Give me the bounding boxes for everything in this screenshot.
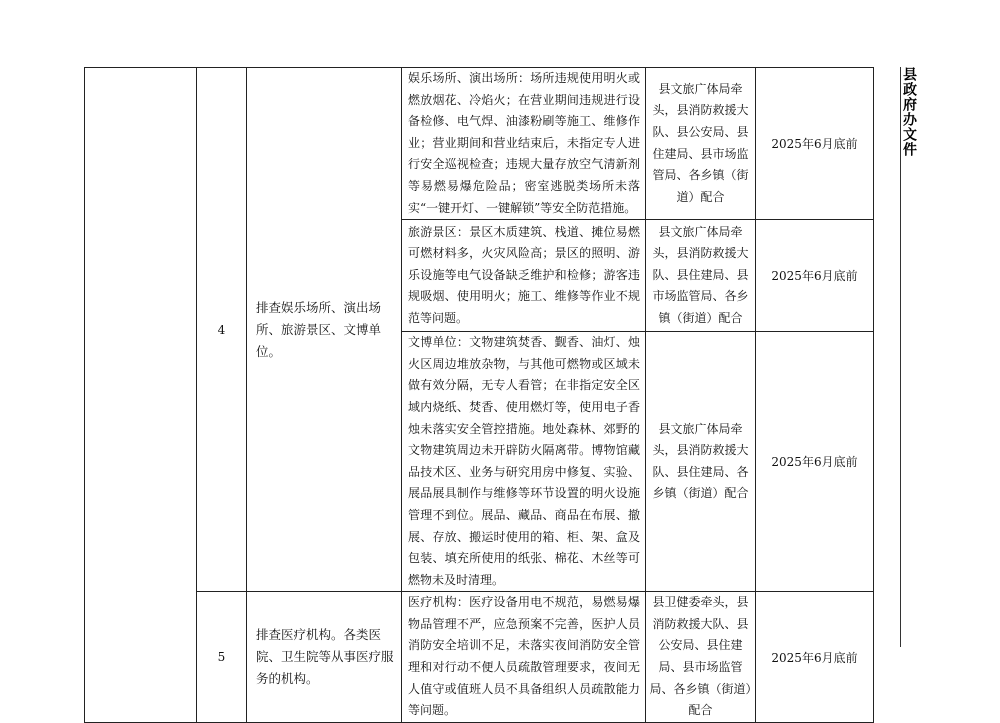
blank-cell — [85, 68, 197, 723]
side-label: 县政府办文件 — [901, 67, 917, 157]
description-cell: 文博单位：文物建筑焚香、觐香、油灯、烛火区周边堆放杂物，与其他可燃物或区域未做有效分隔，无专人看管；在非指定安全区域内烧纸、焚香、使用燃灯等，使用电子香烛未落实安全管控措施。地处森林、郊野的文物建筑周边未开辟防火隔离带。博物馆藏品技术区、业务与研究用房中修复、实验、展品展具制作与维修等环节设置的明火设施管理不到位。展品、藏品、商品在布展、撤展、存放、搬运时使用的箱、柜、架、盒及包装、填充所使用的纸张、棉花、木丝等可燃物未及时清理。 — [402, 332, 646, 592]
description-cell: 旅游景区：景区木质建筑、栈道、摊位易燃可燃材料多，火灾风险高；景区的照明、游乐设施等电气设备缺乏维护和检修；游客违规吸烟、使用明火；施工、维修等作业不规范等问题。 — [402, 220, 646, 332]
task-table — [84, 67, 874, 723]
table-row — [85, 592, 874, 723]
deadline-cell: 2025年6月底前 — [756, 592, 874, 723]
responsible-cell: 县文旅广体局牵头，县消防救援大队、县住建局、县市场监管局、各乡镇（街道）配合 — [646, 220, 756, 332]
deadline-cell: 2025年6月底前 — [756, 68, 874, 220]
responsible-cell: 县文旅广体局牵头，县消防救援大队、县住建局、各乡镇（街道）配合 — [646, 332, 756, 592]
task-cell: 排查医疗机构。各类医院、卫生院等从事医疗服务的机构。 — [247, 592, 402, 723]
item-number: 4 — [197, 68, 247, 592]
deadline-cell: 2025年6月底前 — [756, 332, 874, 592]
responsible-cell: 县卫健委牵头，县消防救援大队、县公安局、县住建局、县市场监管局、各乡镇（街道）配合 — [646, 592, 756, 723]
description-cell: 医疗机构：医疗设备用电不规范，易燃易爆物品管理不严，应急预案不完善，医护人员消防安全培训不足，未落实夜间消防安全管理和对行动不便人员疏散管理要求，夜间无人值守或值班人员不具备组织人员疏散能力等问题。 — [402, 592, 646, 723]
task-cell: 排查娱乐场所、演出场所、旅游景区、文博单位。 — [247, 68, 402, 592]
responsible-cell: 县文旅广体局牵头，县消防救援大队、县公安局、县住建局、县市场监管局、各乡镇（街道）配合 — [646, 68, 756, 220]
item-number: 5 — [197, 592, 247, 723]
deadline-cell: 2025年6月底前 — [756, 220, 874, 332]
description-cell: 娱乐场所、演出场所：场所违规使用明火或燃放烟花、冷焰火；在营业期间违规进行设备检修、电气焊、油漆粉刷等施工、维修作业；营业期间和营业结束后，未指定专人进行安全巡视检查；违规大量存放空气清新剂等易燃易爆危险品；密室逃脱类场所未落实“一键开灯、一键解锁”等安全防范措施。 — [402, 68, 646, 220]
table-row — [85, 68, 874, 220]
